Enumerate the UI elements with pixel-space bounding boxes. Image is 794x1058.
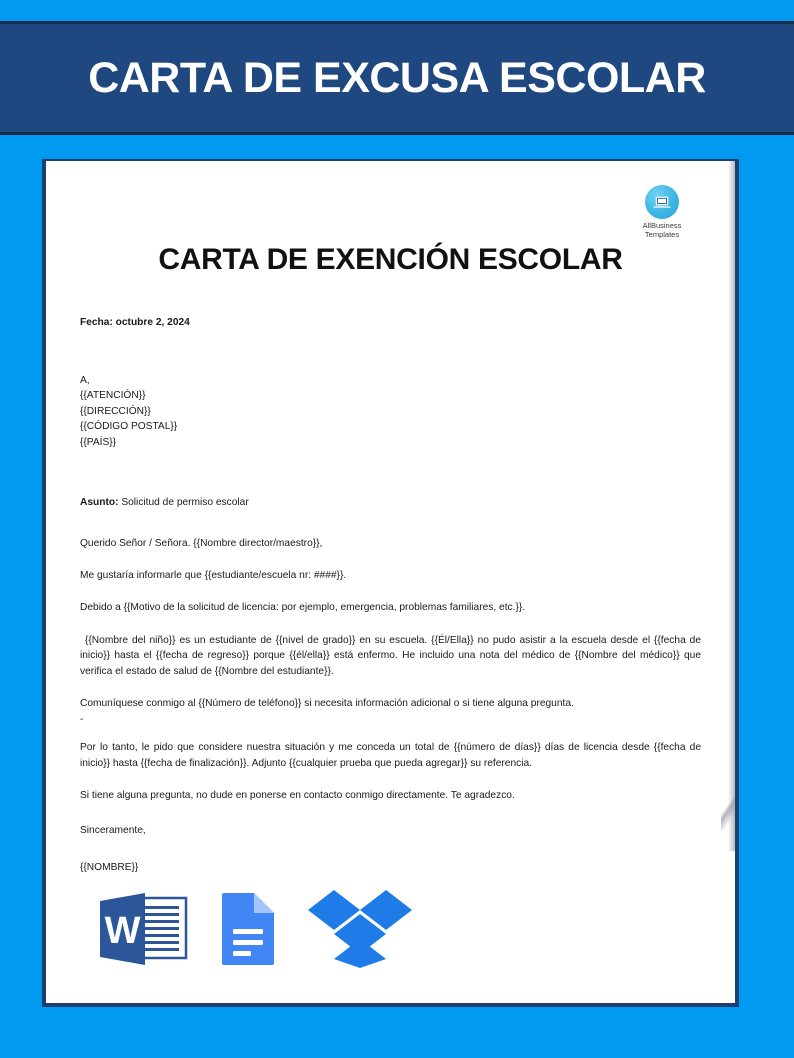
laptop-icon <box>645 185 679 219</box>
signature-name: {{NOMBRE}} <box>80 861 139 873</box>
dropbox-icon[interactable] <box>308 888 412 975</box>
address-line: {{DIRECCIÓN}} <box>80 405 151 417</box>
paragraph: Comuníquese conmigo al {{Número de teléfono}} si necesita información adicional o si tiene alguna pregunta. <box>80 698 574 710</box>
address-line: {{CÓDIGO POSTAL}} <box>80 421 178 433</box>
paragraph: Me gustaría informarle que {{estudiante/escuela nr: ####}}. <box>80 570 347 582</box>
banner-title: CARTA DE EXCUSA ESCOLAR <box>88 53 706 102</box>
date-line: Fecha: octubre 2, 2024 <box>80 317 190 328</box>
google-docs-icon[interactable] <box>219 891 277 972</box>
header-banner <box>0 21 794 135</box>
logo-line-1: AllBusiness <box>642 221 682 230</box>
address-line: A, <box>80 375 90 386</box>
subject-label: Asunto: <box>80 497 119 509</box>
subject-line <box>80 495 701 510</box>
paragraph: {{Nombre del niño}} es un estudiante de {{nivel de grado}} en su escuela. {{Él/Ella}} no pudo asistir a la escuela desde el {{fecha de inicio}} hasta el {{fecha de regreso}} porque {{él/ella}} está enfermo. He incluido una nota del médico de {{Nombre del médico}} que verifica el estado de salud de {{Nombre del estudiante}}. <box>80 634 701 677</box>
paragraph: Debido a {{Motivo de la solicitud de licencia: por ejemplo, emergencia, problemas familiares, etc.}}. <box>80 602 526 614</box>
document-page <box>42 159 739 1007</box>
paragraph: Por lo tanto, le pido que considere nuestra situación y me conceda un total de {{número de días}} días de licencia desde {{fecha de inicio}} hasta {{fecha de finalización}}. Adjunto {{cualquier prueba que pueda agregar}} su referencia. <box>80 742 701 769</box>
top-background-strip <box>0 0 794 21</box>
subject-value: Solicitud de permiso escolar <box>121 497 249 509</box>
document-title: CARTA DE EXENCIÓN ESCOLAR <box>158 243 623 276</box>
dash-line: - <box>80 714 84 726</box>
svg-text:W: W <box>104 910 141 952</box>
paragraph: Si tiene alguna pregunta, no dude en ponerse en contacto conmigo directamente. Te agradezco. <box>80 790 515 802</box>
format-icons-row <box>98 888 412 975</box>
address-line: {{ATENCIÓN}} <box>80 390 146 402</box>
microsoft-word-icon[interactable] <box>98 892 188 971</box>
address-block <box>80 373 701 450</box>
allbusiness-templates-logo <box>629 185 695 240</box>
address-line: {{PAÍS}} <box>80 436 117 448</box>
page-area <box>0 135 794 1022</box>
greeting-line: Querido Señor / Señora. {{Nombre director/maestro}}, <box>80 538 323 550</box>
logo-line-2: Templates <box>644 229 680 239</box>
letter-body <box>80 315 701 875</box>
sign-off: Sinceramente, <box>80 824 146 836</box>
